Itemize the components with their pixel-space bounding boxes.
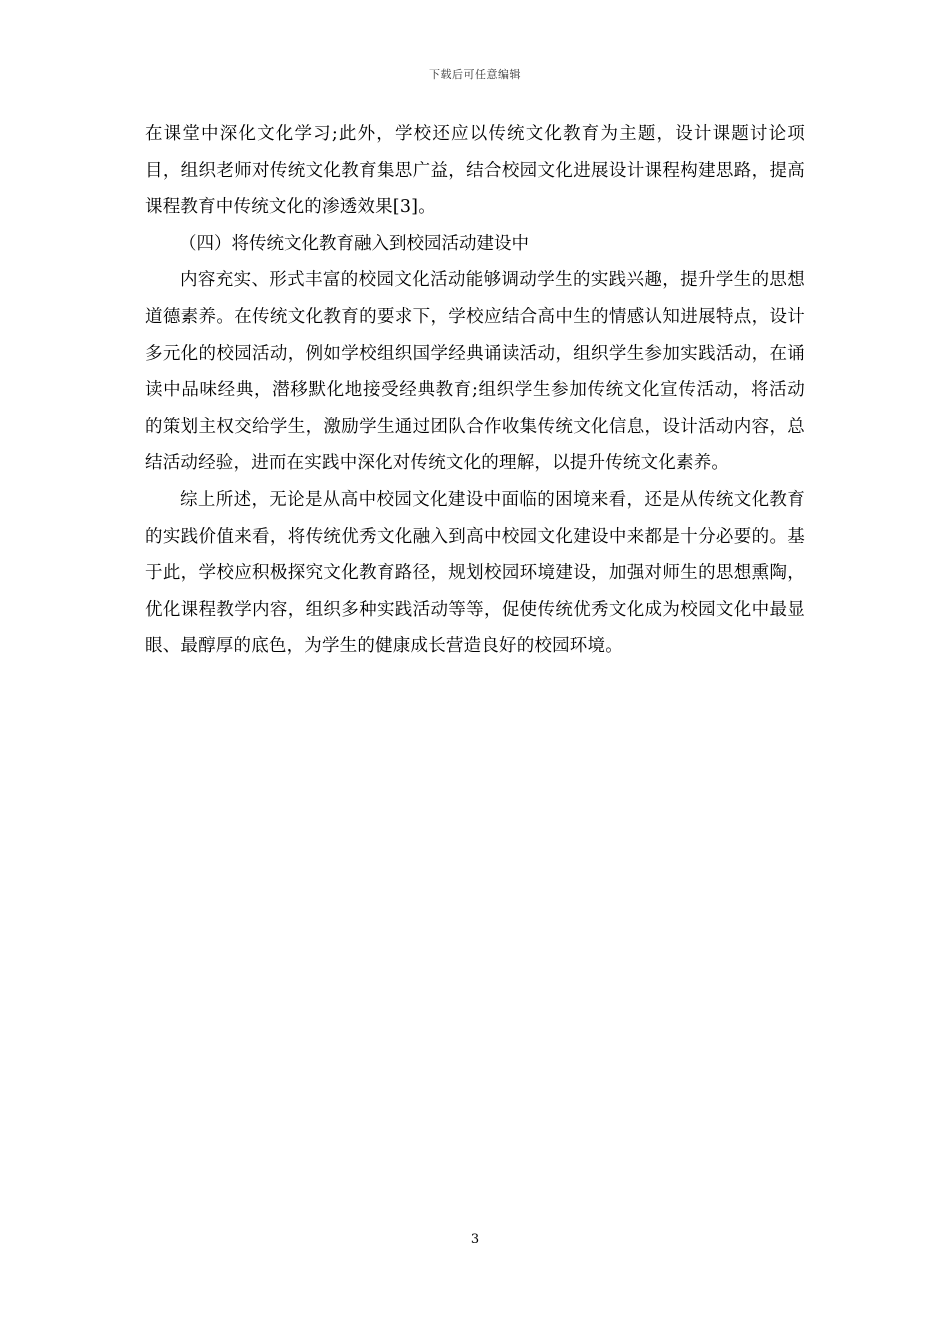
section-subheading: （四）将传统文化教育融入到校园活动建设中 bbox=[179, 233, 529, 254]
paragraph-campus-activities: 内容充实、形式丰富的校园文化活动能够调动学生的实践兴趣，提升学生的思想道德素养。在传统文化教育的要求下，学校应结合高中生的情感认知进展特点，设计多元化的校园活动，例如学校组织国学经典诵读活动，组织学生参加实践活动，在诵读中品味经典，潜移默化地接受经典教育;组织学生参加传统文化宣传活动，将活动的策划主权交给学生，激励学生通过团队合作收集传统文化信息，设计活动内容，总结活动经验，进而在实践中深化对传统文化的理解，以提升传统文化素养。 bbox=[145, 270, 805, 474]
document-body bbox=[145, 116, 805, 665]
paragraph-conclusion: 综上所述，无论是从高中校园文化建设中面临的困境来看，还是从传统文化教育的实践价值来看，将传统优秀文化融入到高中校园文化建设中来都是十分必要的。基于此，学校应积极探究文化教育路径，规划校园环境建设，加强对师生的思想熏陶，优化课程教学内容，组织多种实践活动等等，促使传统优秀文化成为校园文化中最显眼、最醇厚的底色，为学生的健康成长营造良好的校园环境。 bbox=[145, 489, 805, 657]
page-number: 3 bbox=[470, 1232, 480, 1247]
page-header: 下载后可任意编辑 bbox=[429, 68, 521, 81]
paragraph-continuation: 在课堂中深化文化学习;此外，学校还应以传统文化教育为主题，设计课题讨论项目，组织老师对传统文化教育集思广益，结合校园文化进展设计课程构建思路，提高课程教育中传统文化的渗透效果[3]。 bbox=[145, 124, 805, 218]
